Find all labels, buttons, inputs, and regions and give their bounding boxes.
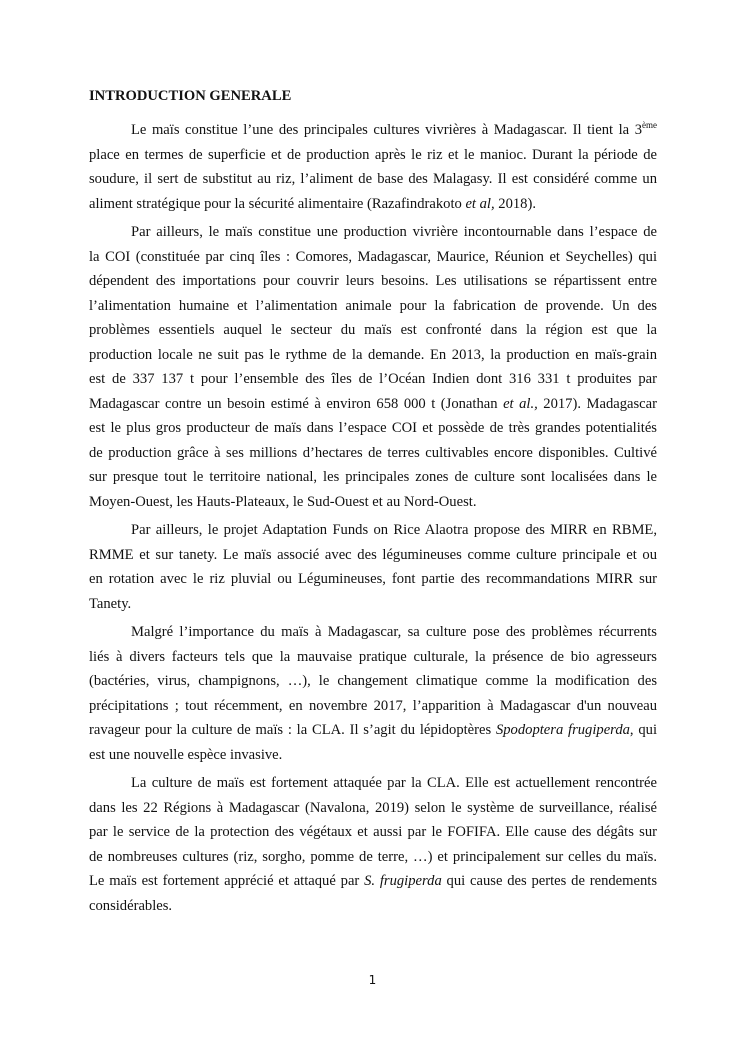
text-run: RMME et sur tanety. Le maïs associé avec des légumineuses comme culture principale et ou: [89, 546, 657, 563]
text-run: Par ailleurs, le maïs constitue une production vivrière incontournable dans l’espace de: [131, 224, 657, 240]
text-run: de production grâce à ses millions d’hectares de terres cultivables encore disponibles. Cultivé: [89, 444, 657, 461]
text-run: l’alimentation humaine et l’alimentation animale pour la fabrication de provende. Un des: [89, 297, 657, 314]
text-line: [89, 820, 657, 845]
text-line: [89, 220, 657, 245]
text-run: Le maïs constitue l’une des principales cultures vivrières à Madagascar. Il tient la 3: [131, 122, 642, 138]
text-line: [89, 416, 657, 441]
text-run: est une nouvelle espèce invasive.: [89, 746, 283, 763]
text-line: [89, 718, 657, 743]
text-run: est de 337 137 t pour l’ensemble des îles de l’Océan Indien dont 316 331 t produites par: [89, 371, 657, 387]
text-run: Malgré l’importance du maïs à Madagascar, sa culture pose des problèmes récurrents: [131, 624, 657, 640]
text-run: production locale ne suit pas le rythme de la demande. En 2013, la production en maïs-grain: [89, 346, 657, 363]
page-number: 1: [368, 973, 377, 987]
text-run: en rotation avec le riz pluvial ou Légumineuses, font partie des recommandations MIRR sur: [89, 571, 657, 587]
text-line: [89, 518, 657, 543]
text-line: [89, 567, 657, 592]
text-run: ravageur pour la culture de maïs : la CLA. Il s’agit du lépidoptères: [89, 722, 496, 738]
italic-text: et al.,: [503, 395, 538, 412]
superscript: ème: [642, 120, 657, 130]
text-line: [89, 845, 657, 870]
text-run: La culture de maïs est fortement attaquée par la CLA. Elle est actuellement rencontrée: [131, 775, 657, 791]
text-line: [89, 294, 657, 319]
text-run: qui cause des pertes de rendements: [441, 873, 658, 889]
text-run: est le plus gros producteur de maïs dans l’espace COI et possède de très grandes potentialités: [89, 420, 657, 436]
text-line: [89, 392, 657, 417]
text-run: dépendent des importations pour couvrir leurs besoins. Les utilisations se répartissent entre: [89, 273, 657, 289]
text-line: [89, 245, 657, 270]
text-line: [89, 894, 657, 919]
text-line: [89, 143, 657, 168]
text-line: [89, 118, 657, 143]
text-run: sur presque tout le territoire national, les principales zones de culture sont localisées dans le: [89, 469, 657, 485]
italic-text: Spodoptera frugiperda: [495, 722, 630, 738]
text-run: considérables.: [89, 897, 173, 914]
text-run: Tanety.: [89, 595, 132, 612]
text-line: [89, 669, 657, 694]
text-line: [89, 620, 657, 645]
text-line: [89, 318, 657, 343]
body-text: [89, 118, 657, 922]
text-line: [89, 441, 657, 466]
italic-text: et al,: [465, 195, 495, 212]
text-line: [89, 796, 657, 821]
text-run: par le service de la protection des végétaux et aussi par le FOFIFA. Elle cause des dégâts sur: [89, 824, 657, 840]
text-line: [89, 645, 657, 670]
text-line: [89, 543, 657, 568]
paragraph: [89, 771, 657, 918]
text-line: [89, 192, 657, 217]
text-run: soudure, il sert de substitut au riz, l’aliment de base des Malagasy. Il est considéré comme un: [89, 171, 657, 187]
text-line: [89, 269, 657, 294]
text-run: place en termes de superficie et de production après le riz et le manioc. Durant la période de: [89, 146, 657, 163]
italic-text: S. frugiperda: [364, 873, 442, 889]
text-line: [89, 367, 657, 392]
paragraph: [89, 220, 657, 514]
paragraph: [89, 620, 657, 767]
text-run: Moyen-Ouest, les Hauts-Plateaux, le Sud-Ouest et au Nord-Ouest.: [89, 493, 477, 510]
text-run: dans les 22 Régions à Madagascar (Navalona, 2019) selon le système de surveillance, réalisé: [89, 799, 657, 816]
text-run: Madagascar contre un besoin estimé à environ 658 000 t (Jonathan: [89, 395, 504, 412]
text-run: 2017). Madagascar: [537, 395, 657, 412]
text-line: [89, 465, 657, 490]
text-run: liés à divers facteurs tels que la mauvaise pratique culturale, la présence de bio agresseurs: [89, 648, 657, 665]
text-run: (bactéries, virus, champignons, …), le changement climatique comme la modification des: [89, 673, 657, 689]
section-heading: INTRODUCTION GENERALE: [89, 88, 292, 104]
text-line: [89, 869, 657, 894]
text-line: [89, 592, 657, 617]
paragraph: [89, 518, 657, 616]
text-line: [89, 694, 657, 719]
text-run: de nombreuses cultures (riz, sorgho, pomme de terre, …) et principalement sur celles du maïs.: [89, 848, 657, 865]
text-run: la COI (constituée par cinq îles : Comores, Madagascar, Maurice, Réunion et Seychelles) qui: [89, 248, 657, 265]
text-run: Le maïs est fortement apprécié et attaqué par: [89, 873, 365, 889]
text-line: [89, 490, 657, 515]
text-line: [89, 167, 657, 192]
text-run: problèmes essentiels auquel le secteur du maïs est confronté dans la région est que la: [89, 322, 657, 338]
text-run: 2018).: [494, 195, 536, 212]
text-run: aliment stratégique pour la sécurité alimentaire (Razafindrakoto: [89, 195, 466, 212]
text-line: [89, 771, 657, 796]
text-run: , qui: [629, 722, 657, 738]
paragraph: [89, 118, 657, 216]
text-line: [89, 743, 657, 768]
text-run: précipitations ; tout récemment, en novembre 2017, l’apparition à Madagascar d'un nouveau: [89, 697, 657, 714]
text-line: [89, 343, 657, 368]
text-run: Par ailleurs, le projet Adaptation Funds on Rice Alaotra propose des MIRR en RBME,: [131, 522, 657, 538]
